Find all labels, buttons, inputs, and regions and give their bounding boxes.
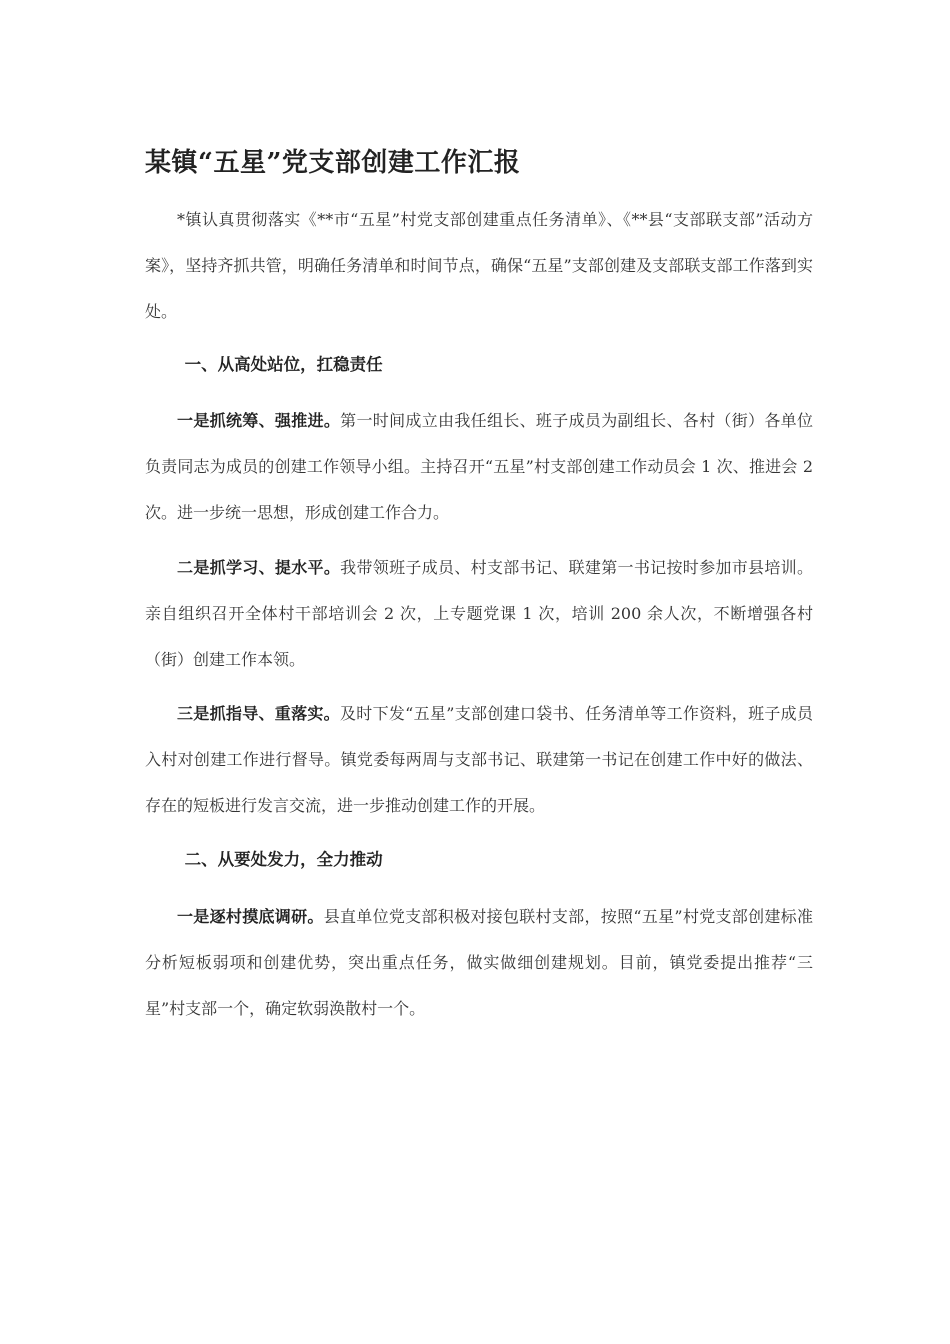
section-1-item-1 — [145, 398, 813, 536]
item-text: 及时下发“五星”支部创建口袋书、任务清单等工作资料，班子成员入村对创建工作进行督导。镇党委每两周与支部书记、联建第一书记在创建工作中好的做法、存在的短板进行发言交流，进一步推动创建工作的开展。 — [145, 704, 813, 815]
document-title: 某镇“五星”党支部创建工作汇报 — [145, 148, 521, 178]
item-text: 我带领班子成员、村支部书记、联建第一书记按时参加市县培训。亲自组织召开全体村干部培训会 2 次，上专题党课 1 次，培训 200 余人次，不断增强各村（街）创建工作本领。 — [145, 558, 813, 669]
item-text: 县直单位党支部积极对接包联村支部，按照“五星”村党支部创建标准分析短板弱项和创建优势，突出重点任务，做实做细创建规划。目前，镇党委提出推荐“三星”村支部一个，确定软弱涣散村一个。 — [145, 907, 813, 1018]
intro-paragraph: *镇认真贯彻落实《**市“五星”村党支部创建重点任务清单》、《**县“支部联支部”活动方案》，坚持齐抓共管，明确任务清单和时间节点，确保“五星”支部创建及支部联支部工作落到实处。 — [145, 210, 813, 321]
item-lead: 三是抓指导、重落实。 — [177, 704, 340, 723]
item-text: 第一时间成立由我任组长、班子成员为副组长、各村（街）各单位负责同志为成员的创建工作领导小组。主持召开“五星”村支部创建工作动员会 1 次、推进会 2 次。进一步统一思想，形成创建工作合力。 — [145, 411, 813, 522]
section-heading-1: 一、从高处站位，扛稳责任 — [184, 355, 383, 374]
section-2-item-1 — [145, 894, 813, 1032]
item-lead: 二是抓学习、提水平。 — [177, 558, 341, 577]
section-heading-2: 二、从要处发力，全力推动 — [184, 850, 383, 869]
item-lead: 一是抓统筹、强推进。 — [177, 411, 341, 430]
item-lead: 一是逐村摸底调研。 — [177, 907, 324, 926]
section-1-item-3 — [145, 691, 813, 829]
section-1-item-2 — [145, 545, 813, 683]
